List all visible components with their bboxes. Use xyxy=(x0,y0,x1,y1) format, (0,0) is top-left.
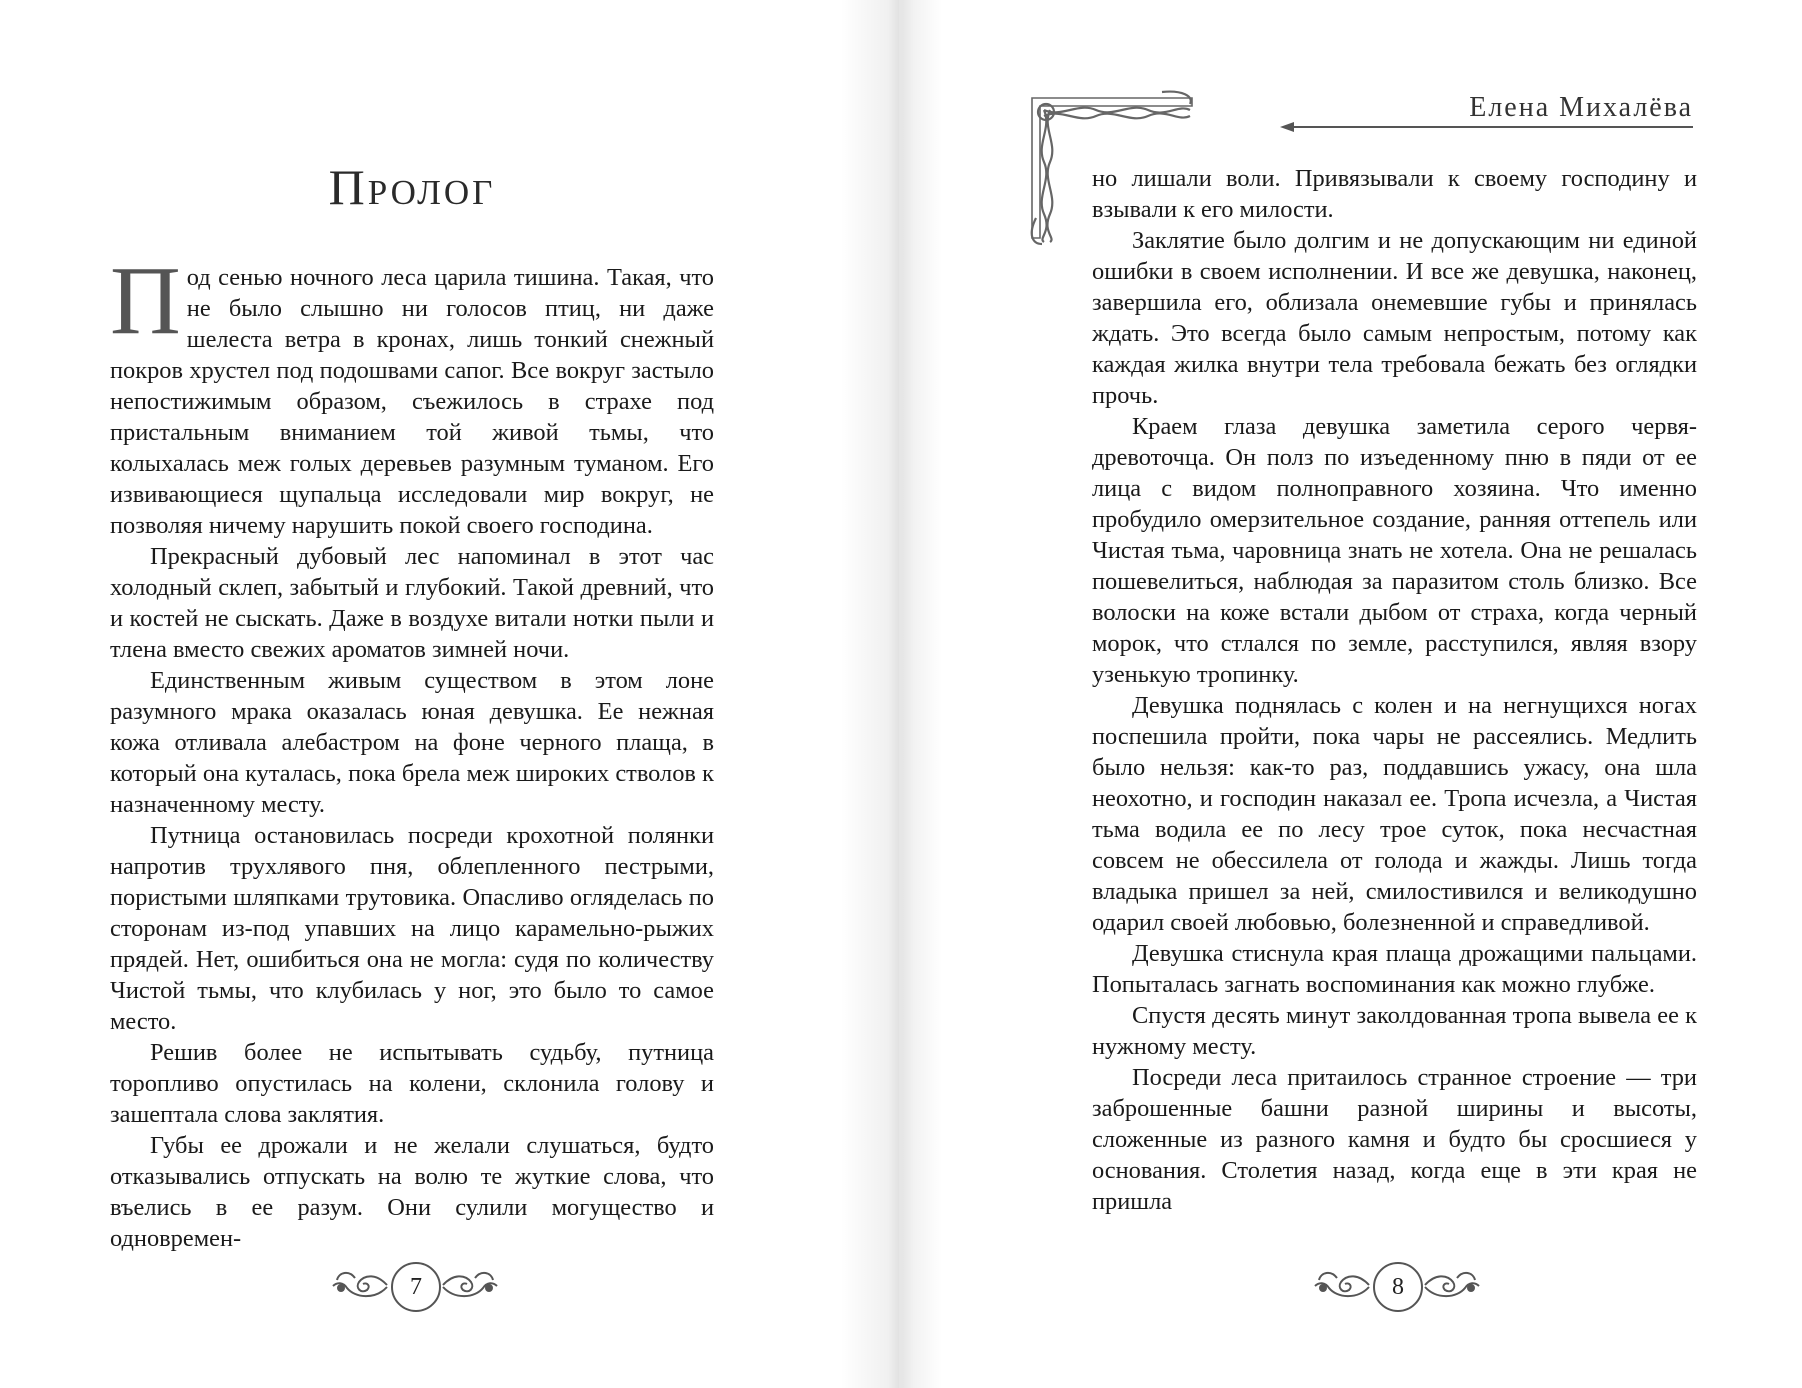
paragraph: Решив более не испытывать судьбу, путница торопливо опустилась на колени, склонила голову и зашептала слова заклятия. xyxy=(110,1039,714,1128)
left-page xyxy=(0,0,900,1388)
paragraph: Краем глаза девушка заметила серого червя-древоточца. Он полз по изъеденному пню в пяди от ее лица с видом полноправного хозяина. Что именно пробудило омерзительное создание, ранняя оттепель или Чистая тьма, чаровница знать не хотела. Она не решалась пошевелиться, наблюдая за паразитом столь близко. Все волоски на коже встали дыбом от страха, когда черный морок, что стлался по земле, расступился, являя взору узенькую тропинку. xyxy=(1092,413,1697,688)
page-number: 7 xyxy=(391,1262,441,1312)
paragraph: Прекрасный дубовый лес напоминал в этот час холодный склеп, забытый и глубокий. Такой древний, что и костей не сыскать. Даже в воздухе витали нотки пыли и тлена вместо свежих ароматов зимней ночи. xyxy=(110,543,714,663)
page-number-ornament xyxy=(1307,1256,1487,1316)
page-number-ornament xyxy=(325,1256,505,1316)
paragraph: Под сенью ночного леса царила тишина. Такая, что не было слышно ни голосов птиц, ни даже шелеста ветра в кронах, лишь тонкий снежный покров хрустел под подошвами сапог. Все вокруг застыло непостижимым образом, съежилось в страхе под пристальным вниманием той живой тьмы, что колыхалась меж голых деревьев разумным туманом. Его извивающиеся щупальца исследовали мир вокруг, не позволяя ничему нарушить покой своего господина. xyxy=(110,247,714,539)
paragraph: Единственным живым существом в этом лоне разумного мрака оказалась юная девушка. Ее нежная кожа отливала алебастром на фоне черного плаща, в который она куталась, пока брела меж широких стволов к назначенному месту. xyxy=(110,667,714,818)
paragraph: Спустя десять минут заколдованная тропа вывела ее к нужному месту. xyxy=(1092,1002,1697,1060)
right-page xyxy=(902,0,1802,1388)
paragraph: но лишали воли. Привязывали к своему господину и взывали к его милости. xyxy=(1092,165,1697,223)
gutter-shadow-right xyxy=(902,0,942,1388)
gutter-shadow-left xyxy=(840,0,900,1388)
chapter-title: Пролог xyxy=(328,159,496,215)
paragraph: Посреди леса притаилось странное строение — три заброшенные башни разной ширины и высоты, сложенные из разного камня и будто бы сросшиеся у основания. Столетия назад, когда еще в эти края не пришла xyxy=(1092,1064,1697,1215)
paragraph: Путница остановилась посреди крохотной полянки напротив трухлявого пня, облепленного пестрыми, пористыми шляпками трутовика. Опасливо огляделась по сторонам из-под упавших на лицо карамельно-рыжих прядей. Нет, ошибиться она не могла: судя по количеству Чистой тьмы, что клубилась у ног, это было то самое место. xyxy=(110,822,714,1035)
running-head-author: Елена Михалёва xyxy=(1469,92,1693,123)
paragraph: Губы ее дрожали и не желали слушаться, будто отказывались отпускать на волю те жуткие слова, что въелись в ее разум. Они сулили могущество и одновремен- xyxy=(110,1132,714,1252)
right-body-text xyxy=(1092,163,1697,1217)
drop-cap: П xyxy=(110,247,181,355)
paragraph: Девушка стиснула края плаща дрожащими пальцами. Попыталась загнать воспоминания как можно глубже. xyxy=(1092,940,1697,998)
page-number: 8 xyxy=(1373,1262,1423,1312)
running-head-rule xyxy=(1292,126,1693,128)
paragraph: Девушка поднялась с колен и на негнущихся ногах поспешила пройти, пока чары не рассеялись. Медлить было нельзя: как-то раз, поддавшись ужасу, она шла неохотно, и господин наказал ее. Тропа исчезла, а Чистая тьма водила ее по лесу трое суток, пока несчастная совсем не обессилела от голода и жажды. Лишь тогда владыка пришел за ней, смилостивился и великодушно одарил своей любовью, болезненной и справедливой. xyxy=(1092,692,1697,936)
paragraph: Заклятие было долгим и не допускающим ни единой ошибки в своем исполнении. И все же девушка, наконец, завершила его, облизала онемевшие губы и принялась ждать. Это всегда было самым непростым, потому как каждая жилка внутри тела требовала бежать без оглядки прочь. xyxy=(1092,227,1697,409)
left-body-text xyxy=(110,247,714,1254)
